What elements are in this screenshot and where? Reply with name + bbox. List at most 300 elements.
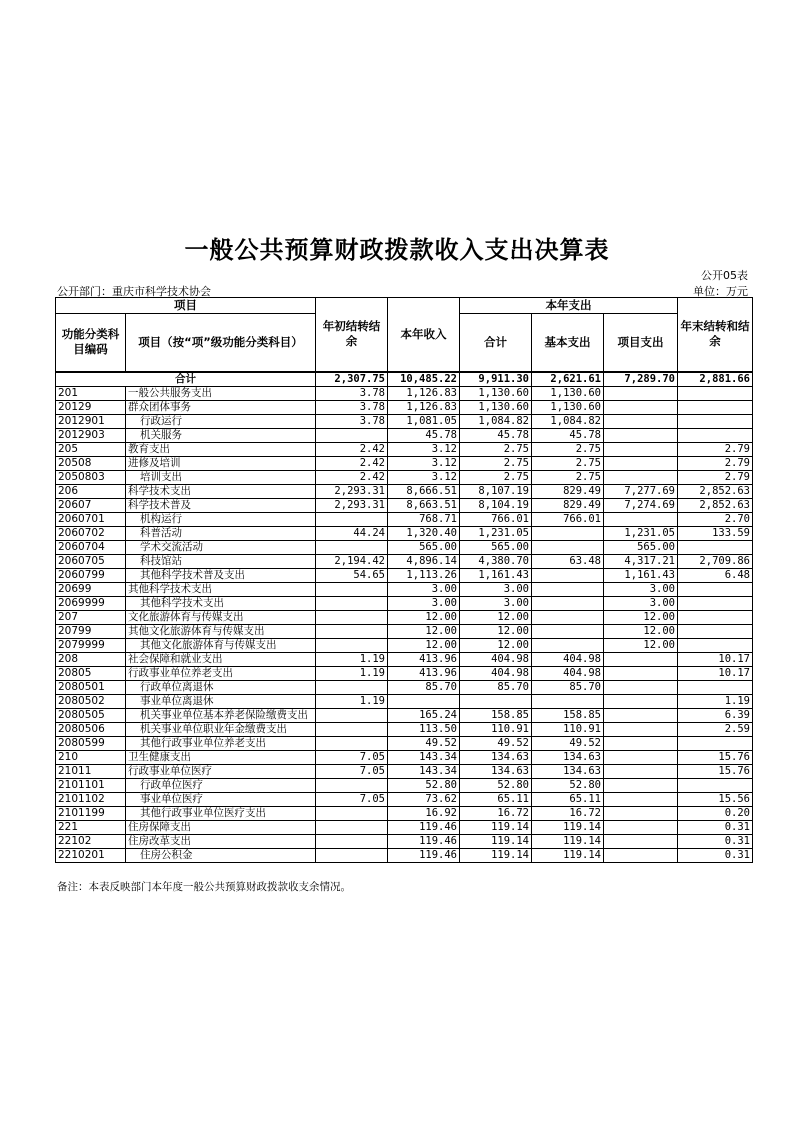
cell-total: 134.63: [460, 750, 532, 764]
cell-total: 8,104.19: [460, 498, 532, 512]
cell-income: 768.71: [388, 512, 460, 526]
header-end: 年末结转和结余: [678, 298, 753, 372]
cell-total: 4,380.70: [460, 554, 532, 568]
cell-total: 2.75: [460, 470, 532, 484]
cell-income: 3.12: [388, 442, 460, 456]
header-project: 项目: [56, 298, 316, 314]
cell-name: 其他科学技术支出: [126, 582, 316, 596]
cell-proj: 565.00: [604, 540, 678, 554]
table-row: [56, 680, 753, 694]
cell-proj: [604, 512, 678, 526]
cell-total: 1,130.60: [460, 386, 532, 400]
cell-proj: [604, 414, 678, 428]
cell-basic: 63.48: [532, 554, 604, 568]
table-row: [56, 652, 753, 666]
table-row: [56, 694, 753, 708]
cell-total: 65.11: [460, 792, 532, 806]
cell-code: 2060704: [56, 540, 126, 554]
cell-end: 2.79: [678, 456, 753, 470]
cell-begin: 1.19: [316, 666, 388, 680]
unit-label: 单位：万元: [693, 285, 748, 298]
header-begin: 年初结转结余: [316, 298, 388, 372]
cell-begin: 2,293.31: [316, 484, 388, 498]
header-name: 项目（按“项”级功能分类科目）: [126, 314, 316, 372]
cell-income: 1,126.83: [388, 400, 460, 414]
cell-code: 2060702: [56, 526, 126, 540]
cell-code: 2069999: [56, 596, 126, 610]
cell-basic: 829.49: [532, 498, 604, 512]
cell-income: 45.78: [388, 428, 460, 442]
header-income: 本年收入: [388, 298, 460, 372]
cell-proj: [604, 442, 678, 456]
cell-code: 2080502: [56, 694, 126, 708]
cell-code: 210: [56, 750, 126, 764]
cell-name: 事业单位离退休: [126, 694, 316, 708]
cell-income: 12.00: [388, 624, 460, 638]
table-row: [56, 666, 753, 680]
header-total: 合计: [460, 314, 532, 372]
cell-begin: 1.19: [316, 652, 388, 666]
cell-basic: 766.01: [532, 512, 604, 526]
footnote: 备注：本表反映部门本年度一般公共预算财政拨款收支余情况。: [57, 881, 351, 893]
cell-code: 20805: [56, 666, 126, 680]
table-row: [56, 638, 753, 652]
cell-basic: [532, 610, 604, 624]
cell-proj: [604, 680, 678, 694]
cell-end: 10.17: [678, 666, 753, 680]
cell-code: 2101102: [56, 792, 126, 806]
cell-proj: [604, 386, 678, 400]
cell-end: [678, 610, 753, 624]
cell-begin: 3.78: [316, 400, 388, 414]
cell-end: [678, 624, 753, 638]
cell-basic: 1,130.60: [532, 386, 604, 400]
cell-code: 2080505: [56, 708, 126, 722]
cell-total: 110.91: [460, 722, 532, 736]
cell-name: 社会保障和就业支出: [126, 652, 316, 666]
cell-name: 其他文化旅游体育与传媒支出: [126, 624, 316, 638]
cell-begin: 2.42: [316, 456, 388, 470]
department-label: 公开部门：重庆市科学技术协会: [57, 285, 211, 298]
cell-income: 565.00: [388, 540, 460, 554]
cell-basic: 119.14: [532, 820, 604, 834]
table-row: [56, 820, 753, 834]
cell-end: 15.56: [678, 792, 753, 806]
cell-name: 住房保障支出: [126, 820, 316, 834]
cell-name: 一般公共服务支出: [126, 386, 316, 400]
cell-proj: [604, 652, 678, 666]
cell-total: 8,107.19: [460, 484, 532, 498]
total-basic: 2,621.61: [532, 372, 604, 387]
cell-total: [460, 694, 532, 708]
cell-proj: 3.00: [604, 596, 678, 610]
cell-income: 12.00: [388, 638, 460, 652]
cell-proj: [604, 806, 678, 820]
cell-code: 206: [56, 484, 126, 498]
cell-code: 2060701: [56, 512, 126, 526]
cell-basic: 85.70: [532, 680, 604, 694]
cell-proj: [604, 778, 678, 792]
table-row: [56, 596, 753, 610]
cell-code: 20699: [56, 582, 126, 596]
cell-basic: 134.63: [532, 750, 604, 764]
cell-begin: [316, 638, 388, 652]
table-row: [56, 456, 753, 470]
cell-income: 165.24: [388, 708, 460, 722]
cell-code: 207: [56, 610, 126, 624]
cell-income: 8,666.51: [388, 484, 460, 498]
header-proj: 项目支出: [604, 314, 678, 372]
cell-proj: [604, 708, 678, 722]
total-label: 合计: [56, 372, 316, 387]
table-row: [56, 764, 753, 778]
cell-code: 20508: [56, 456, 126, 470]
cell-code: 2012903: [56, 428, 126, 442]
cell-begin: 7.05: [316, 792, 388, 806]
cell-name: 科学技术支出: [126, 484, 316, 498]
cell-end: 0.31: [678, 848, 753, 862]
table-row: [56, 834, 753, 848]
cell-total: 45.78: [460, 428, 532, 442]
header-code: 功能分类科目编码: [56, 314, 126, 372]
cell-begin: 1.19: [316, 694, 388, 708]
cell-begin: [316, 512, 388, 526]
table-row: [56, 554, 753, 568]
cell-begin: [316, 428, 388, 442]
cell-proj: [604, 848, 678, 862]
table-row: [56, 498, 753, 512]
cell-total: 85.70: [460, 680, 532, 694]
cell-name: 行政事业单位养老支出: [126, 666, 316, 680]
cell-code: 2080506: [56, 722, 126, 736]
cell-basic: [532, 568, 604, 582]
cell-total: 3.00: [460, 582, 532, 596]
cell-proj: 12.00: [604, 610, 678, 624]
cell-proj: 4,317.21: [604, 554, 678, 568]
cell-code: 221: [56, 820, 126, 834]
table-row: [56, 610, 753, 624]
cell-basic: 52.80: [532, 778, 604, 792]
cell-total: 12.00: [460, 638, 532, 652]
cell-begin: [316, 820, 388, 834]
cell-total: 2.75: [460, 442, 532, 456]
cell-proj: [604, 834, 678, 848]
cell-total: 1,130.60: [460, 400, 532, 414]
cell-code: 201: [56, 386, 126, 400]
cell-total: 1,231.05: [460, 526, 532, 540]
cell-income: 16.92: [388, 806, 460, 820]
cell-basic: 119.14: [532, 834, 604, 848]
cell-end: 2,852.63: [678, 484, 753, 498]
cell-proj: [604, 722, 678, 736]
cell-proj: 12.00: [604, 624, 678, 638]
cell-name: 学术交流活动: [126, 540, 316, 554]
cell-proj: 7,277.69: [604, 484, 678, 498]
cell-end: [678, 540, 753, 554]
cell-begin: 2.42: [316, 470, 388, 484]
cell-total: 1,084.82: [460, 414, 532, 428]
table-row: [56, 736, 753, 750]
cell-name: 进修及培训: [126, 456, 316, 470]
cell-end: 15.76: [678, 764, 753, 778]
cell-begin: 3.78: [316, 414, 388, 428]
cell-begin: 7.05: [316, 750, 388, 764]
cell-income: 4,896.14: [388, 554, 460, 568]
cell-end: [678, 680, 753, 694]
cell-name: 卫生健康支出: [126, 750, 316, 764]
cell-proj: 12.00: [604, 638, 678, 652]
cell-code: 2101199: [56, 806, 126, 820]
cell-proj: 7,274.69: [604, 498, 678, 512]
cell-basic: 158.85: [532, 708, 604, 722]
cell-code: 20799: [56, 624, 126, 638]
cell-name: 其他行政事业单位养老支出: [126, 736, 316, 750]
cell-basic: 1,084.82: [532, 414, 604, 428]
cell-income: 1,126.83: [388, 386, 460, 400]
cell-proj: [604, 820, 678, 834]
cell-total: 404.98: [460, 666, 532, 680]
cell-begin: [316, 848, 388, 862]
page-title: 一般公共预算财政拨款收入支出决算表: [184, 236, 610, 264]
cell-name: 其他科学技术支出: [126, 596, 316, 610]
cell-basic: 119.14: [532, 848, 604, 862]
cell-income: 143.34: [388, 750, 460, 764]
cell-code: 2080599: [56, 736, 126, 750]
cell-income: 413.96: [388, 666, 460, 680]
table-row: [56, 414, 753, 428]
cell-income: 73.62: [388, 792, 460, 806]
total-total: 9,911.30: [460, 372, 532, 387]
cell-begin: [316, 834, 388, 848]
cell-code: 20129: [56, 400, 126, 414]
table-row: [56, 708, 753, 722]
cell-income: 119.46: [388, 848, 460, 862]
cell-basic: 110.91: [532, 722, 604, 736]
header-expense-group: 本年支出: [460, 298, 678, 314]
cell-begin: 3.78: [316, 386, 388, 400]
cell-income: 3.00: [388, 582, 460, 596]
cell-total: 119.14: [460, 820, 532, 834]
cell-begin: 54.65: [316, 568, 388, 582]
table-row: [56, 484, 753, 498]
cell-begin: 44.24: [316, 526, 388, 540]
cell-income: 413.96: [388, 652, 460, 666]
total-income: 10,485.22: [388, 372, 460, 387]
cell-name: 群众团体事务: [126, 400, 316, 414]
cell-begin: 2,293.31: [316, 498, 388, 512]
cell-basic: [532, 596, 604, 610]
table-row: [56, 512, 753, 526]
table-row: [56, 778, 753, 792]
cell-end: [678, 400, 753, 414]
table-row: [56, 722, 753, 736]
table-row: [56, 848, 753, 862]
cell-name: 行政单位医疗: [126, 778, 316, 792]
cell-end: [678, 414, 753, 428]
cell-proj: [604, 428, 678, 442]
cell-begin: 2,194.42: [316, 554, 388, 568]
cell-total: 134.63: [460, 764, 532, 778]
table-row: [56, 442, 753, 456]
cell-begin: [316, 722, 388, 736]
cell-basic: [532, 540, 604, 554]
cell-income: 3.12: [388, 470, 460, 484]
cell-basic: 1,130.60: [532, 400, 604, 414]
cell-total: 3.00: [460, 596, 532, 610]
cell-name: 行政运行: [126, 414, 316, 428]
cell-income: 3.00: [388, 596, 460, 610]
table-body: [56, 372, 753, 863]
cell-income: 12.00: [388, 610, 460, 624]
cell-income: 52.80: [388, 778, 460, 792]
cell-end: [678, 386, 753, 400]
cell-end: 2.79: [678, 442, 753, 456]
cell-proj: [604, 400, 678, 414]
cell-income: 1,081.05: [388, 414, 460, 428]
cell-name: 科学技术普及: [126, 498, 316, 512]
cell-code: 2079999: [56, 638, 126, 652]
cell-begin: [316, 680, 388, 694]
cell-end: [678, 778, 753, 792]
cell-name: 其他科学技术普及支出: [126, 568, 316, 582]
cell-income: 49.52: [388, 736, 460, 750]
cell-basic: [532, 694, 604, 708]
cell-proj: [604, 750, 678, 764]
cell-income: 119.46: [388, 834, 460, 848]
cell-end: [678, 428, 753, 442]
table-row: [56, 526, 753, 540]
cell-basic: 2.75: [532, 456, 604, 470]
budget-table: [55, 297, 753, 863]
cell-income: 119.46: [388, 820, 460, 834]
cell-code: 2050803: [56, 470, 126, 484]
table-row: [56, 792, 753, 806]
cell-name: 机构运行: [126, 512, 316, 526]
cell-end: [678, 736, 753, 750]
cell-basic: 829.49: [532, 484, 604, 498]
cell-code: 22102: [56, 834, 126, 848]
cell-proj: [604, 736, 678, 750]
cell-begin: [316, 540, 388, 554]
cell-name: 科技馆站: [126, 554, 316, 568]
cell-begin: [316, 624, 388, 638]
total-proj: 7,289.70: [604, 372, 678, 387]
cell-end: 1.19: [678, 694, 753, 708]
cell-income: [388, 694, 460, 708]
cell-proj: 1,161.43: [604, 568, 678, 582]
cell-proj: [604, 764, 678, 778]
cell-basic: 404.98: [532, 666, 604, 680]
cell-income: 85.70: [388, 680, 460, 694]
cell-name: 住房公积金: [126, 848, 316, 862]
cell-name: 机关服务: [126, 428, 316, 442]
cell-basic: 2.75: [532, 470, 604, 484]
cell-total: 119.14: [460, 834, 532, 848]
cell-code: 2210201: [56, 848, 126, 862]
cell-name: 教育支出: [126, 442, 316, 456]
table-row: [56, 806, 753, 820]
cell-begin: [316, 736, 388, 750]
cell-proj: [604, 792, 678, 806]
cell-income: 8,663.51: [388, 498, 460, 512]
cell-begin: [316, 778, 388, 792]
cell-code: 205: [56, 442, 126, 456]
cell-end: 6.48: [678, 568, 753, 582]
cell-basic: 49.52: [532, 736, 604, 750]
cell-end: 0.31: [678, 834, 753, 848]
cell-name: 其他行政事业单位医疗支出: [126, 806, 316, 820]
cell-begin: 2.42: [316, 442, 388, 456]
cell-proj: [604, 470, 678, 484]
cell-end: 0.20: [678, 806, 753, 820]
cell-name: 其他文化旅游体育与传媒支出: [126, 638, 316, 652]
cell-begin: [316, 582, 388, 596]
cell-end: 15.76: [678, 750, 753, 764]
cell-total: 565.00: [460, 540, 532, 554]
total-begin: 2,307.75: [316, 372, 388, 387]
table-row: [56, 400, 753, 414]
cell-name: 行政事业单位医疗: [126, 764, 316, 778]
cell-income: 113.50: [388, 722, 460, 736]
cell-basic: 404.98: [532, 652, 604, 666]
cell-code: 208: [56, 652, 126, 666]
cell-begin: [316, 708, 388, 722]
cell-total: 766.01: [460, 512, 532, 526]
form-number: 公开05表: [701, 269, 748, 282]
cell-code: 2012901: [56, 414, 126, 428]
cell-code: 2060799: [56, 568, 126, 582]
table-row: [56, 386, 753, 400]
cell-end: 2.79: [678, 470, 753, 484]
cell-end: 2,709.86: [678, 554, 753, 568]
cell-name: 科普活动: [126, 526, 316, 540]
table-row: [56, 624, 753, 638]
cell-total: 12.00: [460, 610, 532, 624]
cell-basic: 45.78: [532, 428, 604, 442]
cell-end: 2.70: [678, 512, 753, 526]
cell-proj: 3.00: [604, 582, 678, 596]
cell-name: 文化旅游体育与传媒支出: [126, 610, 316, 624]
cell-code: 2101101: [56, 778, 126, 792]
cell-name: 培训支出: [126, 470, 316, 484]
cell-basic: 134.63: [532, 764, 604, 778]
cell-end: 2,852.63: [678, 498, 753, 512]
cell-end: [678, 582, 753, 596]
cell-begin: [316, 806, 388, 820]
cell-basic: [532, 624, 604, 638]
cell-end: [678, 596, 753, 610]
cell-name: 机关事业单位职业年金缴费支出: [126, 722, 316, 736]
cell-total: 404.98: [460, 652, 532, 666]
table-row: [56, 540, 753, 554]
table-row: [56, 470, 753, 484]
total-end: 2,881.66: [678, 372, 753, 387]
cell-income: 1,320.40: [388, 526, 460, 540]
cell-code: 20607: [56, 498, 126, 512]
cell-name: 住房改革支出: [126, 834, 316, 848]
cell-name: 机关事业单位基本养老保险缴费支出: [126, 708, 316, 722]
cell-end: [678, 638, 753, 652]
cell-income: 3.12: [388, 456, 460, 470]
total-row: [56, 372, 753, 387]
cell-income: 143.34: [388, 764, 460, 778]
cell-begin: [316, 596, 388, 610]
cell-total: 158.85: [460, 708, 532, 722]
cell-proj: [604, 456, 678, 470]
cell-begin: 7.05: [316, 764, 388, 778]
cell-code: 2080501: [56, 680, 126, 694]
cell-end: 6.39: [678, 708, 753, 722]
